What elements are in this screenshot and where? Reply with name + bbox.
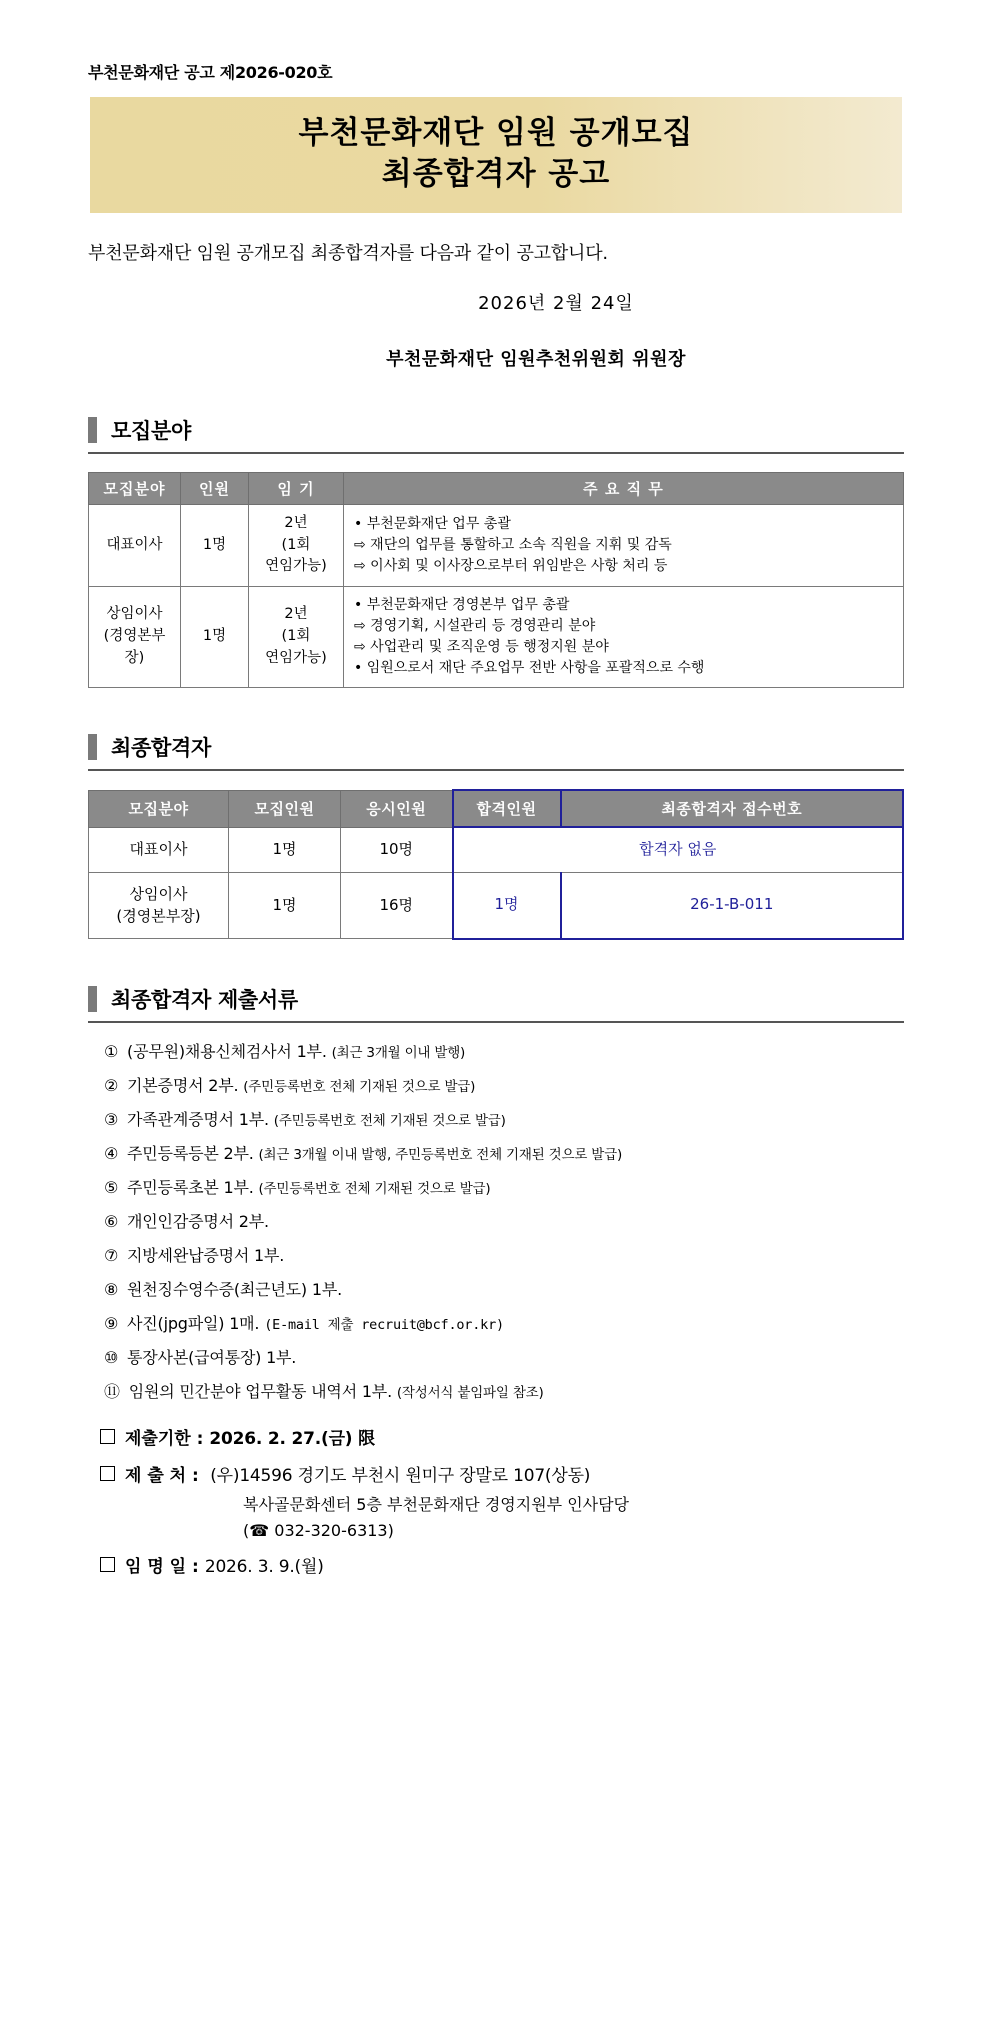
item-text: 가족관계증명서 1부. bbox=[127, 1109, 269, 1129]
term-line-1: 2년 bbox=[284, 606, 308, 623]
cell-applicants: 16명 bbox=[341, 872, 453, 939]
cell-field: 대표이사 bbox=[89, 827, 229, 872]
note-label: 임 명 일 : bbox=[125, 1556, 199, 1577]
note-value: (우)14596 경기도 부천시 원미구 장말로 107(상동) bbox=[210, 1465, 591, 1486]
section-bar-icon bbox=[88, 734, 97, 760]
announcement-date: 2026년 2월 24일 bbox=[478, 292, 634, 314]
section-header-submission bbox=[88, 984, 922, 1018]
item-text: (공무원)채용신체검사서 1부. bbox=[127, 1041, 327, 1061]
cell-recruit-count: 1명 bbox=[229, 827, 341, 872]
item-text: 개인인감증명서 2부. bbox=[127, 1211, 269, 1231]
duty-line: ⇨ 재단의 업무를 통할하고 소속 직원을 지휘 및 감독 bbox=[354, 536, 672, 553]
table-row bbox=[89, 827, 904, 872]
col-applicants: 응시인원 bbox=[341, 790, 453, 827]
item-text: 주민등록초본 1부. bbox=[127, 1177, 254, 1197]
table-header-row bbox=[89, 472, 904, 504]
document-number: 부천문화재단 공고 제2026-020호 bbox=[88, 63, 333, 82]
section-title-recruit: 모집분야 bbox=[111, 418, 191, 443]
col-passed: 합격인원 bbox=[453, 790, 561, 827]
field-line-2: (경영본부장) bbox=[103, 628, 166, 666]
table-header-row bbox=[89, 790, 904, 827]
list-item bbox=[104, 1107, 922, 1130]
item-text: 임원의 민간분야 업무활동 내역서 1부. bbox=[128, 1381, 392, 1401]
cell-applicants: 10명 bbox=[341, 827, 453, 872]
note-address bbox=[100, 1461, 922, 1540]
item-number: ③ bbox=[104, 1109, 119, 1129]
list-item bbox=[104, 1379, 922, 1402]
item-number: ⑤ bbox=[104, 1177, 119, 1197]
list-item bbox=[104, 1141, 922, 1164]
duty-line: ⇨ 사업관리 및 조직운영 등 행정지원 분야 bbox=[354, 639, 609, 656]
cell-no-passer: 합격자 없음 bbox=[453, 827, 904, 872]
field-line-1: 상임이사 bbox=[129, 884, 188, 903]
item-number: ⑦ bbox=[104, 1245, 119, 1265]
item-sub: (최근 3개월 이내 발행) bbox=[331, 1044, 466, 1061]
item-sub: (주민등록번호 전체 기재된 것으로 발급) bbox=[243, 1078, 476, 1095]
item-sub: (E-mail 제출 recruit@bcf.or.kr) bbox=[264, 1316, 504, 1333]
duty-line: ⇨ 경영기획, 시설관리 등 경영관리 분야 bbox=[354, 618, 596, 635]
item-number: ⑥ bbox=[104, 1211, 119, 1231]
cell-duties bbox=[344, 587, 904, 688]
item-text: 주민등록등본 2부. bbox=[127, 1143, 254, 1163]
intro-text: 부천문화재단 임원 공개모집 최종합격자를 다음과 같이 공고합니다. bbox=[88, 242, 608, 264]
list-item bbox=[104, 1311, 922, 1334]
cell-passed: 1명 bbox=[453, 872, 561, 939]
cell-count: 1명 bbox=[181, 504, 249, 586]
submission-document-list bbox=[104, 1039, 922, 1402]
col-recruit-count: 모집인원 bbox=[229, 790, 341, 827]
cell-receipt-no: 26-1-B-011 bbox=[561, 872, 904, 939]
duty-line: • 부천문화재단 경영본부 업무 총괄 bbox=[354, 597, 570, 614]
title-banner bbox=[90, 97, 902, 213]
item-sub: (최근 3개월 이내 발행, 주민등록번호 전체 기재된 것으로 발급) bbox=[258, 1146, 623, 1163]
note-label: 제출기한 : bbox=[125, 1428, 204, 1449]
term-line-1: 2년 bbox=[284, 514, 308, 531]
col-field: 모집분야 bbox=[89, 790, 229, 827]
note-value: 2026. 2. 27.(금) 限 bbox=[209, 1428, 375, 1449]
list-item bbox=[104, 1345, 922, 1368]
duty-line: • 임원으로서 재단 주요업무 전반 사항을 포괄적으로 수행 bbox=[354, 660, 705, 677]
item-sub: (작성서식 붙임파일 참조) bbox=[396, 1384, 544, 1401]
duty-line: ⇨ 이사회 및 이사장으로부터 위임받은 사항 처리 등 bbox=[354, 557, 668, 574]
item-text: 통장사본(급여통장) 1부. bbox=[127, 1347, 297, 1367]
section-rule bbox=[88, 1021, 904, 1023]
section-header-result bbox=[88, 732, 922, 766]
note-value-line2: 복사골문화센터 5층 부천문화재단 경영지원부 인사담당 bbox=[243, 1494, 630, 1514]
submission-notes bbox=[100, 1424, 922, 1577]
section-title-result: 최종합격자 bbox=[111, 736, 211, 761]
list-item bbox=[104, 1073, 922, 1096]
note-appointment-date bbox=[100, 1552, 922, 1577]
section-bar-icon bbox=[88, 417, 97, 443]
note-label: 제 출 처 : bbox=[125, 1465, 199, 1486]
item-number: ④ bbox=[104, 1143, 119, 1163]
duty-line: • 부천문화재단 업무 총괄 bbox=[354, 515, 511, 532]
note-deadline bbox=[100, 1424, 922, 1449]
table-row bbox=[89, 872, 904, 939]
table-row bbox=[89, 504, 904, 586]
checkbox-icon bbox=[100, 1429, 115, 1444]
term-line-3: 연임가능) bbox=[265, 558, 327, 575]
item-number: ⑨ bbox=[104, 1313, 119, 1333]
section-header-recruit bbox=[88, 415, 922, 449]
item-sub: (주민등록번호 전체 기재된 것으로 발급) bbox=[273, 1112, 506, 1129]
section-rule bbox=[88, 769, 904, 771]
checkbox-icon bbox=[100, 1557, 115, 1572]
col-receipt-no: 최종합격자 접수번호 bbox=[561, 790, 904, 827]
section-bar-icon bbox=[88, 986, 97, 1012]
term-line-2: (1회 bbox=[281, 536, 311, 553]
cell-field bbox=[89, 587, 181, 688]
table-row bbox=[89, 587, 904, 688]
cell-term bbox=[249, 587, 344, 688]
item-number: ⑧ bbox=[104, 1279, 119, 1299]
title-line-2: 최종합격자 공고 bbox=[381, 155, 611, 192]
list-item bbox=[104, 1039, 922, 1062]
field-line-1: 상임이사 bbox=[106, 606, 163, 623]
title-line-1: 부천문화재단 임원 공개모집 bbox=[298, 115, 694, 151]
cell-term bbox=[249, 504, 344, 586]
section-title-submission: 최종합격자 제출서류 bbox=[111, 987, 298, 1012]
checkbox-icon bbox=[100, 1466, 115, 1481]
list-item bbox=[104, 1209, 922, 1232]
section-rule bbox=[88, 452, 904, 454]
item-number: ① bbox=[104, 1041, 119, 1061]
col-count: 인원 bbox=[181, 472, 249, 504]
term-line-2: (1회 bbox=[281, 628, 311, 645]
col-duties: 주 요 직 무 bbox=[344, 472, 904, 504]
note-phone: (☎ 032-320-6313) bbox=[243, 1520, 394, 1540]
term-line-3: 연임가능) bbox=[265, 649, 327, 666]
item-number: ⑪ bbox=[104, 1381, 120, 1401]
cell-count: 1명 bbox=[181, 587, 249, 688]
list-item bbox=[104, 1243, 922, 1266]
col-field: 모집분야 bbox=[89, 472, 181, 504]
item-text: 기본증명서 2부. bbox=[127, 1075, 239, 1095]
recruit-table bbox=[88, 472, 904, 688]
cell-recruit-count: 1명 bbox=[229, 872, 341, 939]
item-text: 원천징수영수증(최근년도) 1부. bbox=[127, 1279, 342, 1299]
cell-duties bbox=[344, 504, 904, 586]
list-item bbox=[104, 1175, 922, 1198]
result-table bbox=[88, 789, 904, 940]
field-line-2: (경영본부장) bbox=[116, 906, 201, 925]
item-text: 지방세완납증명서 1부. bbox=[127, 1245, 285, 1265]
item-number: ⑩ bbox=[104, 1347, 119, 1367]
list-item bbox=[104, 1277, 922, 1300]
cell-field: 대표이사 bbox=[89, 504, 181, 586]
item-number: ② bbox=[104, 1075, 119, 1095]
signer-name: 부천문화재단 임원추천위원회 위원장 bbox=[386, 348, 686, 370]
item-text: 사진(jpg파일) 1매. bbox=[127, 1313, 260, 1333]
item-sub: (주민등록번호 전체 기재된 것으로 발급) bbox=[258, 1180, 491, 1197]
note-value: 2026. 3. 9.(월) bbox=[204, 1556, 324, 1577]
col-term: 임 기 bbox=[249, 472, 344, 504]
cell-field bbox=[89, 872, 229, 939]
